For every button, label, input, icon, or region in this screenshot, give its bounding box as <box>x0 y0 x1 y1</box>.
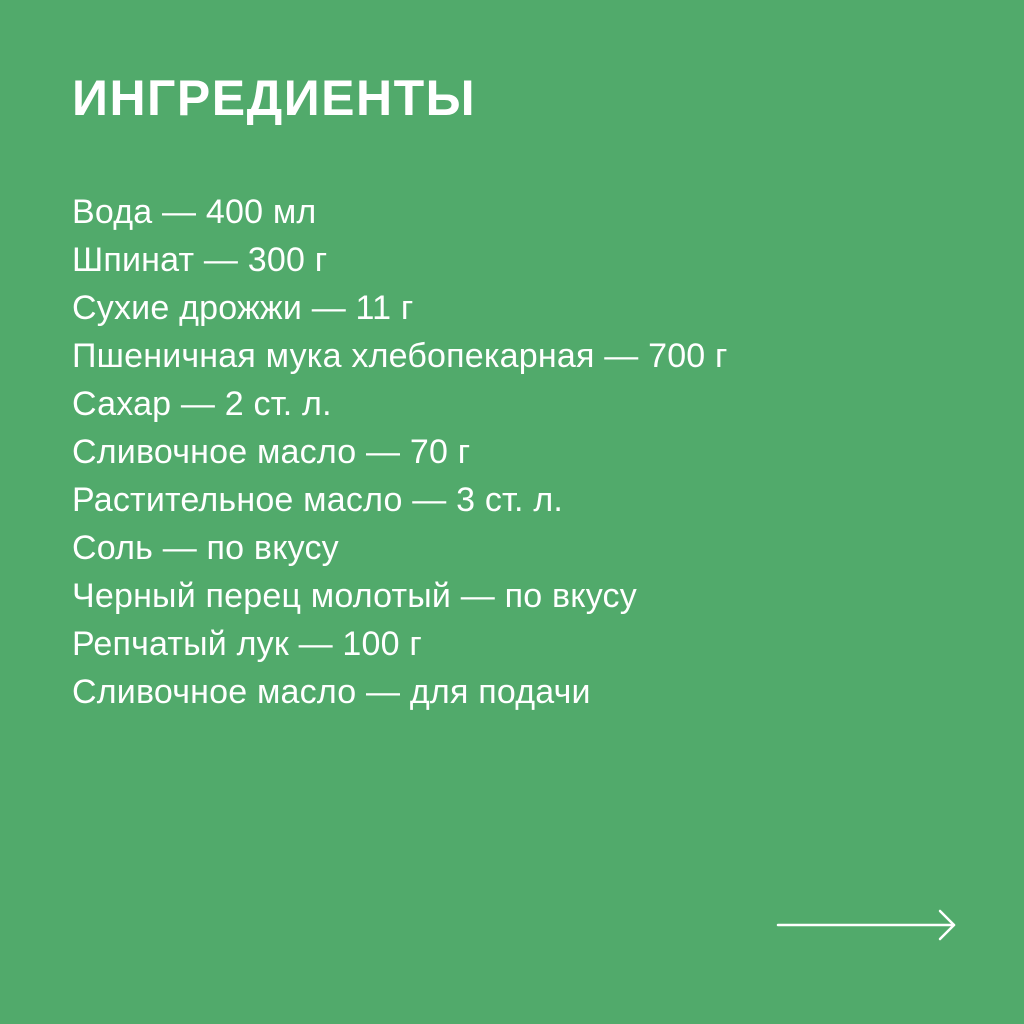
arrow-right-icon <box>776 904 960 944</box>
list-item: Растительное масло — 3 ст. л. <box>72 481 564 519</box>
page-title: ИНГРЕДИЕНТЫ <box>72 70 477 126</box>
ingredients-list <box>72 188 728 716</box>
list-item: Репчатый лук — 100 г <box>72 625 423 663</box>
list-item: Вода — 400 мл <box>72 193 317 231</box>
next-slide-button[interactable] <box>776 904 960 944</box>
list-item: Сливочное масло — 70 г <box>72 433 471 471</box>
list-item: Соль — по вкусу <box>72 529 339 567</box>
list-item: Пшеничная мука хлебопекарная — 700 г <box>72 337 728 375</box>
list-item: Сливочное масло — для подачи <box>72 673 591 711</box>
list-item: Шпинат — 300 г <box>72 241 328 279</box>
list-item: Черный перец молотый — по вкусу <box>72 577 637 615</box>
list-item: Сахар — 2 ст. л. <box>72 385 332 423</box>
list-item: Сухие дрожжи — 11 г <box>72 289 414 327</box>
